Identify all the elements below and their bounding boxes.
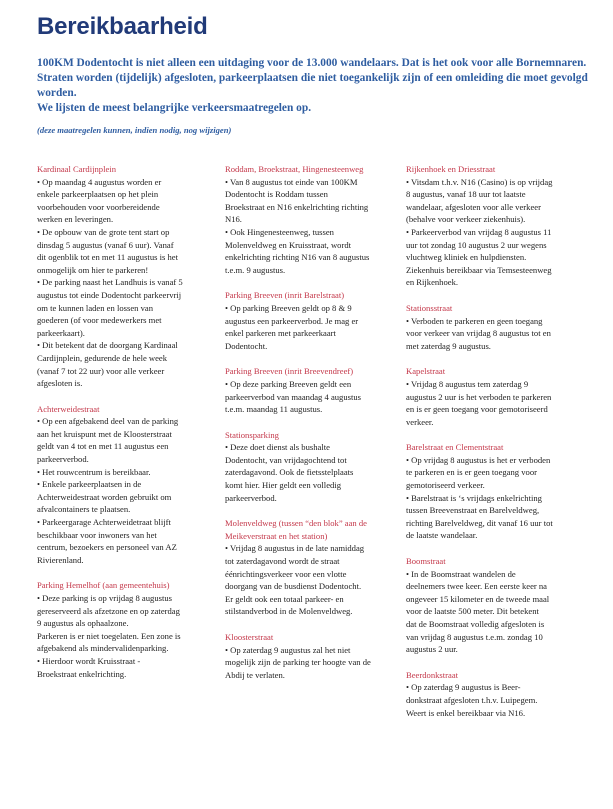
section-text-line: deelnemers twee keer. Een eerste keer na <box>406 581 547 592</box>
section-heading: Roddam, Broekstraat, Hingenesteenweg <box>225 164 364 174</box>
section-text-line: augustus 2 uur. <box>406 644 458 655</box>
measure-section <box>225 631 403 681</box>
section-heading: Achterweidestraat <box>37 403 100 414</box>
section-text-line: afgesloten is. <box>37 378 83 389</box>
section-text-line: t.e.m. 9 augustus. <box>225 264 286 275</box>
section-text-line: • Enkele parkeerplaatsen in de <box>37 479 142 490</box>
section-text-line: Achterweidestraat worden gebruikt om <box>37 491 172 502</box>
section-heading: Boomstraat <box>406 556 446 567</box>
measure-section <box>406 441 584 542</box>
section-text-line: • Op parking Breeven geldt op 8 & 9 <box>225 302 352 313</box>
section-text-line: • Deze doet dienst als bushalte <box>225 442 330 453</box>
section-heading: Kardinaal Cardijnplein <box>37 164 116 174</box>
measure-section <box>37 579 215 680</box>
measure-section <box>406 365 584 428</box>
column-1 <box>37 163 215 693</box>
section-text-line: parkeerverbod. <box>225 492 277 503</box>
section-text-line: verkeer. <box>406 416 434 427</box>
measure-section <box>406 163 584 289</box>
intro <box>37 56 597 116</box>
section-text-line: • Dit betekent dat de doorgang Kardinaal <box>37 340 178 351</box>
section-text-line: goederen (of voor medewerkers met <box>37 315 162 326</box>
section-text-line: en is er geen toegang voor gemotoriseerd <box>406 404 548 415</box>
section-text-line: Parkeren is er niet toegelaten. Een zone is <box>37 630 181 641</box>
section-text-line: afgebakend als mindervalidenparking. <box>37 643 169 654</box>
section-text-line: stilstandverbod in de Molenveldweg. <box>225 606 353 617</box>
section-text-line: afvalcontainers te plaatsen. <box>37 504 131 515</box>
section-text-line: gemotoriseerd verkeer. <box>406 480 485 491</box>
section-text-line: voor de laatste 500 meter. Dit betekent <box>406 606 539 617</box>
section-text-line: werken en leveringen. <box>37 214 114 225</box>
section-text-line: vluchtweg kliniek en hulpdiensten. <box>406 252 527 263</box>
section-text-line: • In de Boomstraat wandelen de <box>406 568 516 579</box>
section-text-line: • Op zaterdag 9 augustus is Beer- <box>406 682 521 693</box>
measure-section <box>225 517 403 618</box>
intro-paragraph: 100KM Dodentocht is niet alleen een uitdaging voor de 13.000 wandelaars. Dat is het ook voor alle Bornemnaren. Straten worden (tijdelijk) afgesloten, parkeerplaatsen die niet toegankelijk zijn of een omleiding die moet gevolgd worden. <box>37 57 588 99</box>
section-heading: Meikeverstraat en het station) <box>225 530 328 541</box>
section-text-line: geldt van 4 tot en met 11 augustus een <box>37 441 169 452</box>
section-heading: Parking Breeven (inrit Barelstraat) <box>225 290 345 301</box>
intro-paragraph: We lijsten de meest belangrijke verkeersmaatregelen op. <box>37 102 312 114</box>
disclaimer-note: (deze maatregelen kunnen, indien nodig, nog wijzigen) <box>37 125 232 135</box>
section-text-line: de laatste wandelaar. <box>406 530 478 541</box>
section-text-line: parkeerverbod van maandag 4 augustus <box>225 391 362 402</box>
section-text-line: uur tot zondag 10 augustus 2 uur wegens <box>406 239 547 250</box>
section-text-line: gereserveerd als afzetzone en op zaterdag <box>37 605 180 616</box>
section-text-line: dit ogenblik tot en met 11 augustus is het <box>37 252 178 263</box>
section-heading: Barelstraat en Clementstraat <box>406 442 504 453</box>
section-text-line: augustus 2 uur is het verboden te parkeren <box>406 391 552 402</box>
section-text-line: • Van 8 augustus tot einde van 100KM <box>225 176 358 187</box>
section-text-line: Abdij te verlaten. <box>225 669 285 680</box>
measure-section <box>225 429 403 505</box>
section-text-line: • Verboden te parkeren en geen toegang <box>406 315 543 326</box>
section-text-line: Broekstraat en N16 enkelrichting richting <box>225 201 369 212</box>
section-heading: Parking Hemelhof (aan gemeentehuis) <box>37 580 170 591</box>
measure-section <box>406 669 584 719</box>
section-text-line: • Vrijdag 8 augustus in de late namiddag <box>225 543 365 554</box>
section-text-line: dinsdag 5 augustus (vanaf 6 uur). Vanaf <box>37 239 174 250</box>
section-text-line: • Ook Hingenesteenweg, tussen <box>225 226 334 237</box>
section-text-line: • Parkeerverbod van vrijdag 8 augustus 11 <box>406 226 552 237</box>
section-text-line: t.e.m. maandag 11 augustus. <box>225 404 323 415</box>
section-text-line: • Vitsdam t.h.v. N16 (Casino) is op vrijdag <box>406 176 553 187</box>
section-text-line: met zaterdag 9 augustus. <box>406 340 491 351</box>
section-text-line: N16. <box>225 214 242 225</box>
section-text-line: Dodentocht. <box>225 340 268 351</box>
section-text-line: parkeerkaart). <box>37 327 85 338</box>
section-heading: Kloosterstraat <box>225 632 274 642</box>
measure-section <box>37 403 215 567</box>
measure-section <box>37 163 215 390</box>
section-text-line: éénrichtingsverkeer voor een vlotte <box>225 568 347 579</box>
section-text-line: Molenveldweg en Kruisstraat, wordt <box>225 239 352 250</box>
section-text-line: • Op zaterdag 9 augustus zal het niet <box>225 644 351 655</box>
page-title: Bereikbaarheid <box>37 13 208 40</box>
column-3 <box>406 163 584 732</box>
section-text-line: komt hier. Hier geldt een volledig <box>225 480 341 491</box>
section-text-line: tussen Breevenstraat en Barelveldweg, <box>406 505 540 516</box>
column-2 <box>225 163 403 694</box>
section-text-line: Broekstraat enkelrichting. <box>37 668 127 679</box>
section-text-line: zaterdagavond. Ook de fietsstelplaats <box>225 467 354 478</box>
measure-section <box>406 555 584 656</box>
section-text-line: • Hierdoor wordt Kruisstraat - <box>37 655 141 666</box>
measure-section <box>225 163 403 276</box>
section-text-line: ongeveer 15 kilometer en de tweede maal <box>406 593 550 604</box>
section-text-line: van vrijdag 8 augustus t.e.m. zondag 10 <box>406 631 543 642</box>
section-text-line: om te kunnen laden en lossen van <box>37 302 153 313</box>
section-text-line: voorbehouden voor voorbereidende <box>37 201 160 212</box>
section-heading: Molenveldweg (tussen “den blok” aan de <box>225 518 367 529</box>
section-text-line: Er geldt ook een totaal parkeer- en <box>225 593 344 604</box>
section-text-line: (behalve voor verkeer ziekenhuis). <box>406 214 526 225</box>
section-text-line: • Deze parking is op vrijdag 8 augustus <box>37 593 172 603</box>
section-text-line: (vanaf 7 tot 22 uur) voor alle verkeer <box>37 365 165 376</box>
section-text-line: • Het rouwcentrum is bereikbaar. <box>37 466 151 477</box>
section-text-line: donkstraat afgesloten t.h.v. Luipegem. <box>406 694 538 705</box>
section-text-line: • Barelstraat is ‘s vrijdags enkelrichting <box>406 492 542 503</box>
section-text-line: • Op deze parking Breeven geldt een <box>225 378 352 389</box>
measure-section <box>225 365 403 415</box>
section-text-line: 9 augustus als ophaalzone. <box>37 618 129 629</box>
section-text-line: • Op vrijdag 8 augustus is het er verboden <box>406 454 551 465</box>
section-text-line: onmogelijk om hier te parkeren! <box>37 264 149 275</box>
section-text-line: augustus een parkeerverbod. Je mag er <box>225 315 359 326</box>
section-text-line: augustus tot einde Dodentocht parkeervrij <box>37 289 182 300</box>
section-heading: Stationsparking <box>225 429 279 440</box>
measure-section <box>225 289 403 352</box>
section-text-line: enkele parkeerplaatsen op het plein <box>37 189 159 200</box>
section-text-line: enkel parkeren met parkeerkaart <box>225 328 336 339</box>
section-text-line: • De opbouw van de grote tent start op <box>37 226 170 237</box>
section-text-line: Dodentocht is Roddam tussen <box>225 189 328 200</box>
section-text-line: Dodentocht, van vrijdagochtend tot <box>225 454 347 465</box>
section-text-line: dat de Boomstraat volledig afgesloten is <box>406 619 545 629</box>
section-text-line: • Op maandag 4 augustus worden er <box>37 176 162 187</box>
section-text-line: • Vrijdag 8 augustus tem zaterdag 9 <box>406 378 529 389</box>
section-text-line: • Parkeergarage Achterweidetraat blijft <box>37 517 171 528</box>
section-text-line: Ziekenhuis bereikbaar via Temsesteenweg <box>406 264 552 275</box>
section-text-line: beschikbaar voor inwoners van het <box>37 529 157 540</box>
section-text-line: voor verkeer van vrijdag 8 augustus tot en <box>406 328 551 339</box>
section-text-line: enkelrichting richting N16 van 8 augustus <box>225 252 370 263</box>
section-heading: Stationsstraat <box>406 302 453 313</box>
section-text-line: aan het kruispunt met de Kloosterstraat <box>37 428 172 439</box>
section-text-line: en Rijkenhoek. <box>406 277 459 288</box>
section-heading: Beerdonkstraat <box>406 669 459 680</box>
section-text-line: richting Barelveldweg, dit vanaf 16 uur tot <box>406 517 553 528</box>
section-text-line: doorgang van de busdienst Dodentocht. <box>225 581 362 592</box>
section-heading: Parking Breeven (inrit Breevendreef) <box>225 366 354 377</box>
section-text-line: • Op een afgebakend deel van de parking <box>37 416 179 427</box>
section-text-line: Weert is enkel bereikbaar via N16. <box>406 707 526 718</box>
section-heading: Rijkenhoek en Driesstraat <box>406 164 496 174</box>
section-heading: Kapelstraat <box>406 366 446 377</box>
section-text-line: • De parking naast het Landhuis is vanaf 5 <box>37 277 183 288</box>
section-text-line: wandelaar, afgesloten voor alle verkeer <box>406 201 541 212</box>
section-text-line: centrum, bezoekers en personeel van AZ <box>37 542 177 553</box>
section-text-line: 8 augustus, vanaf 18 uur tot laatste <box>406 189 526 200</box>
measure-section <box>406 302 584 352</box>
section-text-line: Cardijnplein, gedurende de hele week <box>37 352 168 363</box>
section-text-line: parkeerverbod. <box>37 454 89 465</box>
section-text-line: mogelijk zijn de parking ter hoogte van de <box>225 657 371 668</box>
section-text-line: Rivierenland. <box>37 554 84 565</box>
section-text-line: te parkeren en is er geen toegang voor <box>406 467 537 478</box>
section-text-line: tot zaterdagavond wordt de straat <box>225 556 340 567</box>
